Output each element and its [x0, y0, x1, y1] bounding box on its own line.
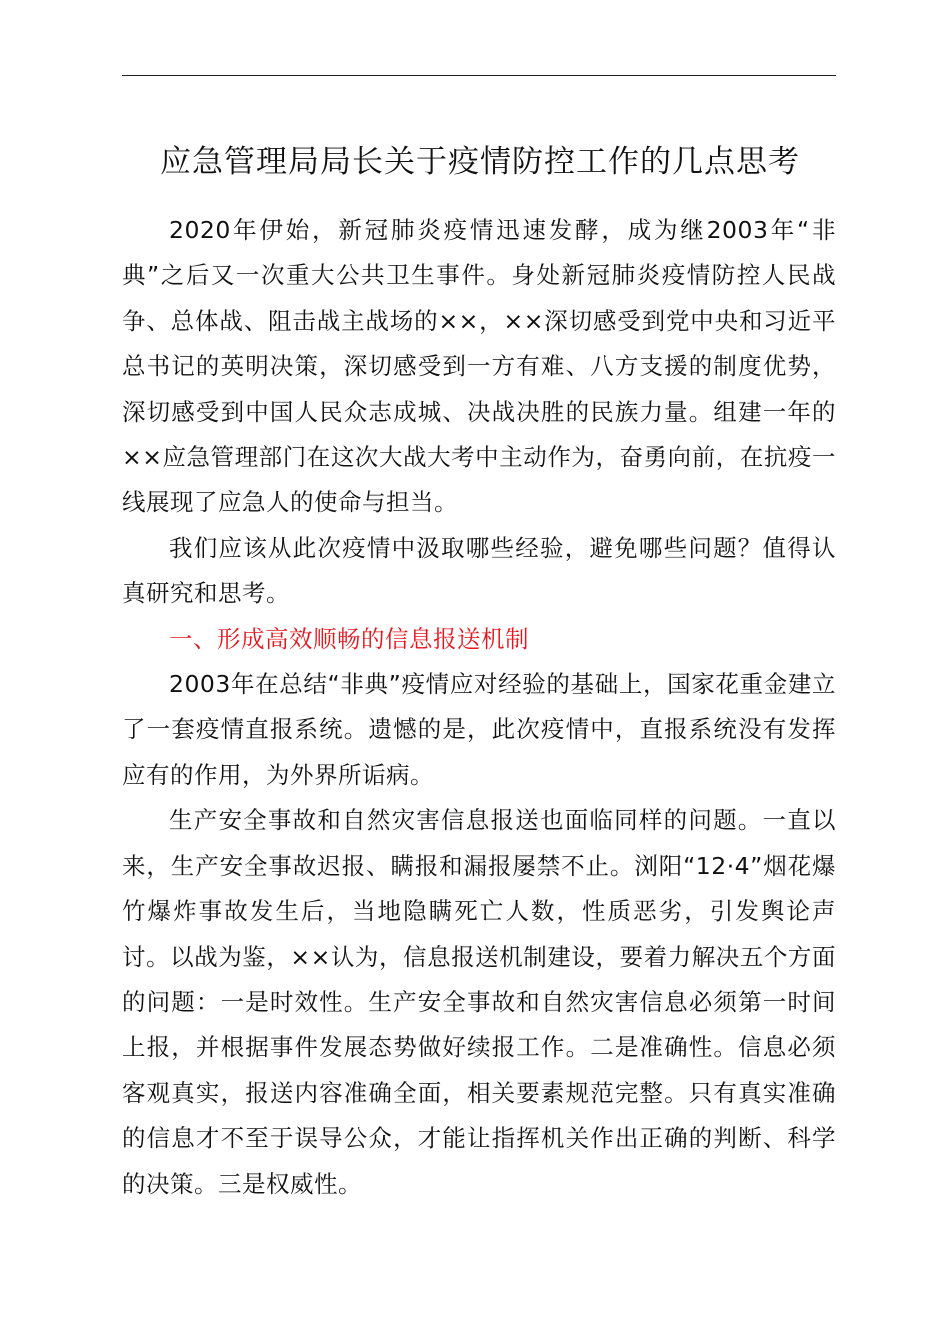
section-heading-1: 一、形成高效顺畅的信息报送机制: [169, 624, 529, 653]
document-title: 应急管理局局长关于疫情防控工作的几点思考: [160, 144, 800, 180]
document-body: [122, 208, 836, 1207]
paragraph-question: 我们应该从此次疫情中汲取哪些经验，避免哪些问题？值得认真研究和思考。: [122, 533, 836, 608]
header-rule: [122, 75, 836, 76]
paragraph-direct-report: 2003年在总结“非典”疫情应对经验的基础上，国家花重金建立了一套疫情直报系统。遗憾的是，此次疫情中，直报系统没有发挥应有的作用，为外界所诟病。: [122, 670, 836, 789]
paragraph-information-reporting: 生产安全事故和自然灾害信息报送也面临同样的问题。一直以来，生产安全事故迟报、瞒报和漏报屡禁不止。浏阳“12·4”烟花爆竹爆炸事故发生后，当地隐瞒死亡人数，性质恶劣，引发舆论声讨。以战为鉴，××认为，信息报送机制建设，要着力解决五个方面的问题：一是时效性。生产安全事故和自然灾害信息必须第一时间上报，并根据事件发展态势做好续报工作。二是准确性。信息必须客观真实，报送内容准确全面，相关要素规范完整。只有真实准确的信息才不至于误导公众，才能让指挥机关作出正确的判断、科学的决策。三是权威性。: [122, 806, 836, 1198]
paragraph-intro: 2020年伊始，新冠肺炎疫情迅速发酵，成为继2003年“非典”之后又一次重大公共卫生事件。身处新冠肺炎疫情防控人民战争、总体战、阻击战主战场的××，××深切感受到党中央和习近平总书记的英明决策，深切感受到一方有难、八方支援的制度优势，深切感受到中国人民众志成城、决战决胜的民族力量。组建一年的××应急管理部门在这次大战大考中主动作为，奋勇向前，在抗疫一线展现了应急人的使命与担当。: [122, 216, 836, 517]
